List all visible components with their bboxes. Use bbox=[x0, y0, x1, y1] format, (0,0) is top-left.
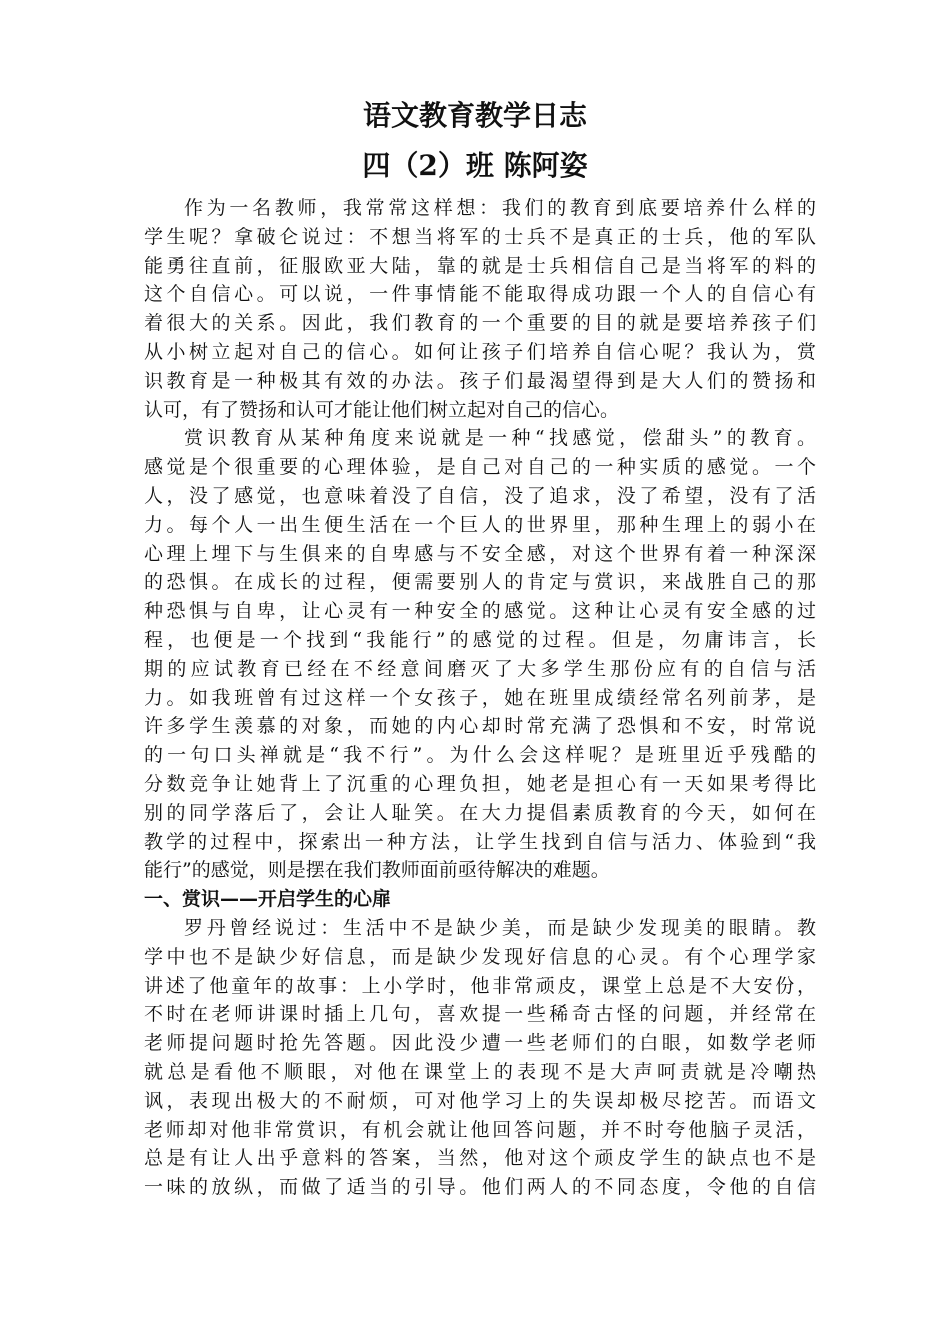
text-line: 讽，表现出极大的不耐烦，可对他学习上的失误却极尽挖苦。而语文 bbox=[144, 1089, 816, 1112]
text-line: 力。每个人一出生便生活在一个巨人的世界里，那种生理上的弱小在 bbox=[144, 513, 816, 536]
text-line: 总是有让人出乎意料的答案，当然，他对这个顽皮学生的缺点也不是 bbox=[144, 1147, 816, 1170]
section-heading: 一、赏识——开启学生的心扉 bbox=[144, 888, 392, 911]
text-line: 不时在老师讲课时插上几句，喜欢提一些稀奇古怪的问题，并经常在 bbox=[144, 1003, 816, 1026]
text-line: 老师提问题时抢先答题。因此没少遭一些老师们的白眼，如数学老师 bbox=[144, 1032, 816, 1055]
text-line: 认可，有了赞扬和认可才能让他们树立起对自己的信心。 bbox=[144, 398, 620, 421]
text-line: 教学的过程中，探索出一种方法，让学生找到自信与活力、体验到“我 bbox=[144, 830, 816, 853]
text-line: 感觉是个很重要的心理体验，是自己对自己的一种实质的感觉。一个 bbox=[144, 456, 816, 479]
text-line: 程，也便是一个找到“我能行”的感觉的过程。但是，勿庸讳言，长 bbox=[144, 628, 816, 651]
text-line: 的一句口头禅就是“我不行”。为什么会这样呢？是班里近乎残酷的 bbox=[144, 744, 816, 767]
text-line: 期的应试教育已经在不经意间磨灭了大多学生那份应有的自信与活 bbox=[144, 657, 816, 680]
document-subtitle: 四（2）班 陈阿姿 bbox=[362, 149, 588, 182]
text-line: 这个自信心。可以说，一件事情能不能取得成功跟一个人的自信心有 bbox=[144, 283, 816, 306]
text-line: 学生呢？拿破仑说过：不想当将军的士兵不是真正的士兵，他的军队 bbox=[144, 225, 816, 248]
text-line: 人，没了感觉，也意味着没了自信，没了追求，没了希望，没有了活 bbox=[144, 484, 816, 507]
text-line: 就总是看他不顺眼，对他在课堂上的表现不是大声呵责就是冷嘲热 bbox=[144, 1060, 816, 1083]
text-line: 从小树立起对自己的信心。如何让孩子们培养自信心呢？我认为，赏 bbox=[144, 340, 816, 363]
text-line: 的恐惧。在成长的过程，便需要别人的肯定与赏识，来战胜自己的那 bbox=[144, 571, 816, 594]
text-line: 心理上埋下与生俱来的自卑感与不安全感，对这个世界有着一种深深 bbox=[144, 542, 816, 565]
text-line: 能勇往直前，征服欧亚大陆，靠的就是士兵相信自己是当将军的料的 bbox=[144, 254, 816, 277]
text-line: 分数竞争让她背上了沉重的心理负担，她老是担心有一天如果考得比 bbox=[144, 772, 816, 795]
text-line: 能行”的感觉，则是摆在我们教师面前亟待解决的难题。 bbox=[144, 859, 610, 882]
text-line: 许多学生羡慕的对象，而她的内心却时常充满了恐惧和不安，时常说 bbox=[144, 715, 816, 738]
text-line: 着很大的关系。因此，我们教育的一个重要的目的就是要培养孩子们 bbox=[144, 312, 816, 335]
text-line: 识教育是一种极其有效的办法。孩子们最渴望得到是大人们的赞扬和 bbox=[144, 369, 816, 392]
text-line: 作为一名教师，我常常这样想：我们的教育到底要培养什么样的 bbox=[184, 197, 816, 219]
text-line: 力。如我班曾有过这样一个女孩子，她在班里成绩经常名列前茅，是 bbox=[144, 686, 816, 709]
text-line: 讲述了他童年的故事：上小学时，他非常顽皮，课堂上总是不大安份， bbox=[144, 974, 816, 997]
text-line: 种恐惧与自卑，让心灵有一种安全的感觉。这种让心灵有安全感的过 bbox=[144, 600, 816, 623]
document-title: 语文教育教学日志 bbox=[362, 99, 587, 132]
text-line: 赏识教育从某种角度来说就是一种“找感觉，偿甜头”的教育。 bbox=[184, 427, 816, 450]
document-body bbox=[144, 194, 816, 1202]
text-line: 学中也不是缺少好信息，而是缺少发现好信息的心灵。有个心理学家 bbox=[144, 945, 816, 968]
text-line: 一味的放纵，而做了适当的引导。他们两人的不同态度，令他的自信 bbox=[144, 1176, 816, 1199]
text-line: 罗丹曾经说过：生活中不是缺少美，而是缺少发现美的眼睛。教 bbox=[184, 916, 816, 939]
text-line: 老师却对他非常赏识，有机会就让他回答问题，并不时夸他脑子灵活， bbox=[144, 1118, 816, 1141]
text-line: 别的同学落后了，会让人耻笑。在大力提倡素质教育的今天，如何在 bbox=[144, 801, 816, 824]
